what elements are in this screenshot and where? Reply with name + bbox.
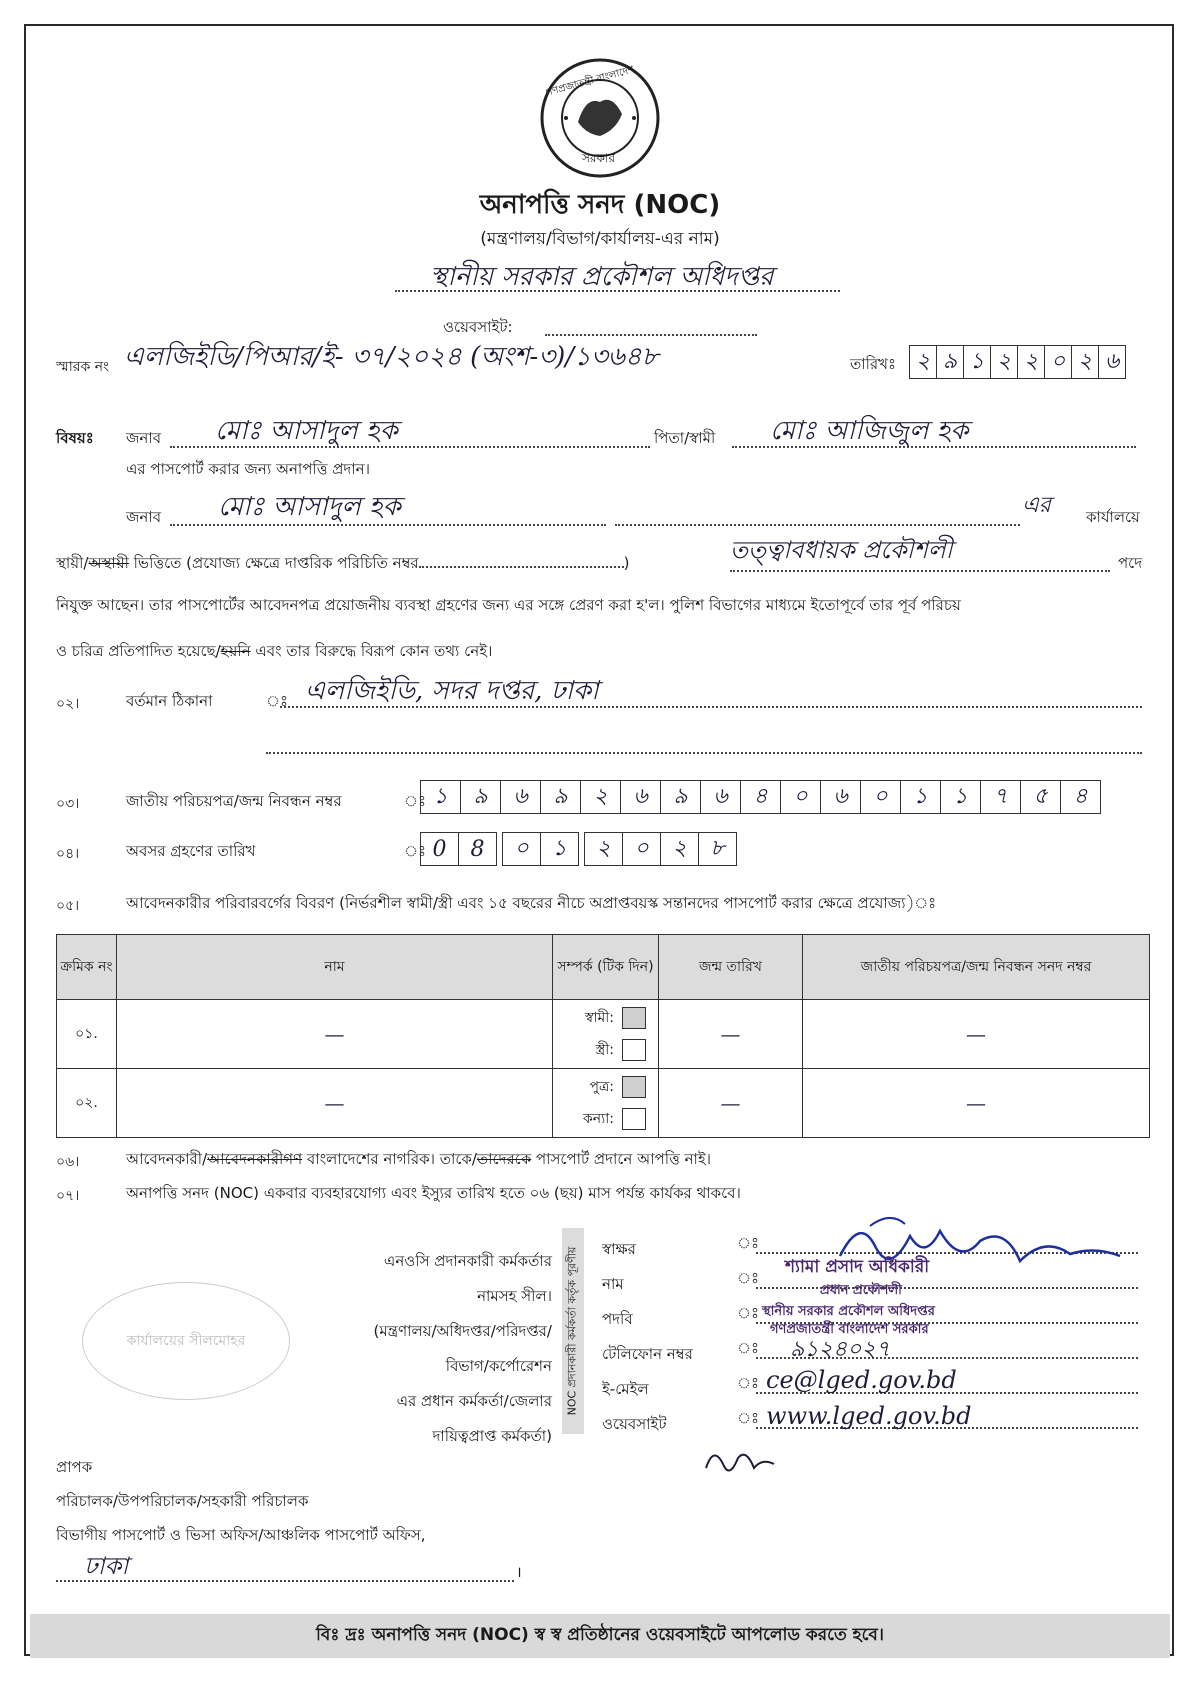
table-row — [57, 1069, 1150, 1138]
checkbox-husband[interactable] — [622, 1007, 646, 1029]
office-seal-placeholder: কার্যালয়ের সীলমোহর — [82, 1282, 290, 1400]
page-title: অনাপত্তি সনদ (NOC) — [479, 190, 721, 220]
retirement-digit-box: ৮ — [698, 832, 737, 866]
applicant-name: মোঃ আসাদুল হক — [215, 416, 398, 446]
recipient-line-2: পরিচালক/উপপরিচালক/সহকারী পরিচালক — [56, 1492, 309, 1510]
subject-label: বিষয়ঃ — [56, 429, 94, 447]
retirement-digit-box: ১ — [540, 832, 579, 866]
retirement-digit-box: 0 — [420, 832, 459, 866]
item-03-colon: ঃ — [404, 792, 427, 810]
phone-value: ৯১২৪০২৭ — [790, 1337, 891, 1362]
date-digit-box-3: ১ — [963, 345, 991, 379]
stamp-title: প্রধান প্রকৌশলী — [820, 1283, 902, 1298]
row-relation: স্বামী: স্ত্রী: — [553, 1000, 659, 1069]
nid-digit-box-7: ৯ — [660, 780, 701, 814]
para-line4: ও চরিত্র প্রতিপাদিত হয়েছে/হয়নি এবং তার বিরুদ্ধে বিরূপ কোন তথ্য নেই। — [56, 642, 493, 660]
nid-digit-box-6: ৬ — [620, 780, 661, 814]
recipient-line-3: বিভাগীয় পাসপোর্ট ও ভিসা অফিস/আঞ্চলিক পাসপোর্ট অফিস, — [56, 1526, 426, 1544]
seal-arc-bottom: সরকার — [582, 151, 616, 165]
officer-field-colon: ঃ — [737, 1339, 760, 1357]
recipient-label: প্রাপক — [56, 1458, 93, 1476]
date-digit-box-6: ০ — [1044, 345, 1072, 379]
date-label: তারিখঃ — [850, 355, 896, 373]
family-table — [56, 934, 1150, 1138]
row-serial: ০১. — [57, 1000, 117, 1069]
table-row — [57, 1000, 1150, 1069]
para-pode: পদে — [1118, 554, 1143, 572]
item-06-number: ০৬। — [56, 1154, 80, 1170]
stamp-org-1: স্থানীয় সরকার প্রকৌশল অধিদপ্তর — [762, 1304, 935, 1319]
footer-note: বিঃ দ্রঃ অনাপত্তি সনদ (NOC) স্ব স্ব প্রতিষ্ঠানের ওয়েবসাইটে আপলোড করতে হবে। — [30, 1614, 1170, 1658]
subject-janab-label: জনাব — [126, 429, 162, 447]
col-dob: জন্ম তারিখ — [659, 935, 803, 1000]
field-phone-label: টেলিফোন নম্বর — [602, 1345, 693, 1363]
item-06-text: আবেদনকারী/আবেদনকারীগণ বাংলাদেশের নাগরিক। তাকে/তাদেরকে পাসপোর্ট প্রদানে আপত্তি নাই। — [126, 1150, 712, 1168]
retirement-digit-box: ০ — [502, 832, 541, 866]
nid-digit-box-15: ৭ — [980, 780, 1021, 814]
seal-arc-top: গণপ্রজাতন্ত্রী বাংলাদেশ — [544, 64, 636, 99]
date-digit-box-1: ২ — [909, 345, 937, 379]
field-name-label: নাম — [602, 1275, 624, 1293]
para-line2: স্থায়ী/অস্থায়ী ভিত্তিতে (প্রযোজ্য ক্ষেত্রে দাপ্তরিক পরিচিতি নম্বর ) — [56, 554, 630, 572]
officer-field-colon: ঃ — [737, 1409, 760, 1427]
col-name: নাম — [117, 935, 553, 1000]
nid-digit-box-8: ৬ — [700, 780, 741, 814]
row-relation: পুত্র: কন্যা: — [553, 1069, 659, 1138]
nid-digit-box-17: ৪ — [1060, 780, 1101, 814]
item-07-number: ০৭। — [56, 1188, 80, 1204]
item-02-number: ০২। — [56, 696, 80, 712]
row-nid: — — [803, 1000, 1150, 1069]
noc-vertical-strip: NOC প্রদানকারী কর্মকর্তা কর্তৃক পূরণীয় — [562, 1228, 584, 1434]
item-07-text: অনাপত্তি সনদ (NOC) একবার ব্যবহারযোগ্য এবং ইস্যুর তারিখ হতে ০৬ (ছয়) মাস পর্যন্ত কার্যকর থাকবে। — [126, 1184, 741, 1202]
field-email-label: ই-মেইল — [602, 1380, 649, 1398]
item-04-label: অবসর গ্রহণের তারিখ — [126, 842, 256, 860]
para-ar: এর — [1022, 493, 1051, 518]
date-digit-box-8: ৬ — [1098, 345, 1126, 379]
item-05-label: আবেদনকারীর পরিবারবর্গের বিবরণ (নির্ভরশীল স্বামী/স্ত্রী এবং ১৫ বছরের নীচে অপ্রাপ্তবয়স্ক সন্তানদের পাসপোর্ট করার ক্ষেত্রে প্রযোজ্য)ঃ — [126, 894, 937, 912]
nid-digit-box-16: ৫ — [1020, 780, 1061, 814]
website-value: www.lged.gov.bd — [766, 1402, 972, 1430]
office-name: স্থানীয় সরকার প্রকৌশল অধিদপ্তর — [430, 262, 774, 292]
nid-digit-box-5: ২ — [580, 780, 621, 814]
col-nid: জাতীয় পরিচয়পত্র/জন্ম নিবন্ধন সনদ নম্বর — [803, 935, 1150, 1000]
para-line3: নিযুক্ত আছেন। তার পাসপোর্টের আবেদনপত্র প্রয়োজনীয় ব্যবস্থা গ্রহণের জন্য এর সঙ্গে প্রেরণ করা হ'ল। পুলিশ বিভাগের মাধ্যমে ইতোপূর্বে তার পূর্ব পরিচয় — [56, 596, 961, 614]
address-line-2 — [266, 752, 1142, 754]
col-relation: সম্পর্ক (টিক দিন) — [553, 935, 659, 1000]
officer-field-colon: ঃ — [737, 1374, 760, 1392]
nid-digit-box-1: ১ — [420, 780, 461, 814]
officer-field-line — [756, 1287, 1138, 1289]
initials-icon — [700, 1438, 780, 1482]
field-designation-label: পদবি — [602, 1310, 633, 1328]
retirement-digit-box: 8 — [458, 832, 497, 866]
checkbox-wife[interactable] — [622, 1039, 646, 1061]
father-label: পিতা/স্বামী — [654, 429, 716, 447]
item-04-number: ০৪। — [56, 846, 80, 862]
date-digit-box-2: ৯ — [936, 345, 964, 379]
nid-digit-box-11: ৬ — [820, 780, 861, 814]
father-name: মোঃ আজিজুল হক — [770, 416, 969, 446]
page-subtitle: (মন্ত্রণালয়/বিভাগ/কার্যালয়-এর নাম) — [480, 229, 720, 249]
retirement-digit-box: ২ — [660, 832, 699, 866]
field-website-label: ওয়েবসাইট — [602, 1415, 667, 1433]
retirement-digit-box: ০ — [622, 832, 661, 866]
officer-field-colon: ঃ — [737, 1234, 760, 1252]
nid-digit-box-12: ০ — [860, 780, 901, 814]
nid-digit-box-10: ০ — [780, 780, 821, 814]
col-serial: ক্রমিক নং — [57, 935, 117, 1000]
nid-digit-box-14: ১ — [940, 780, 981, 814]
memo-label: স্মারক নং — [56, 359, 110, 375]
checkbox-daughter[interactable] — [622, 1108, 646, 1130]
date-digit-box-4: ২ — [990, 345, 1018, 379]
item-05-number: ০৫। — [56, 898, 80, 914]
recipient-city: ঢাকা — [84, 1552, 129, 1580]
row-name: — — [117, 1069, 553, 1138]
nid-digit-box-2: ৯ — [460, 780, 501, 814]
officer-field-colon: ঃ — [737, 1304, 760, 1322]
item-02-colon: ঃ — [266, 692, 289, 710]
para-office-tail: কার্যালয়ে — [1086, 508, 1140, 526]
item-02-label: বর্তমান ঠিকানা — [126, 692, 213, 710]
stamp-name: শ্যামা প্রসাদ অধিকারী — [785, 1257, 930, 1277]
stamp-org-2: গণপ্রজাতন্ত্রী বাংলাদেশ সরকার — [770, 1322, 929, 1337]
item-03-label: জাতীয় পরিচয়পত্র/জন্ম নিবন্ধন নম্বর — [126, 792, 342, 810]
row-dob: — — [659, 1069, 803, 1138]
retirement-digit-box: ২ — [584, 832, 623, 866]
nid-digit-box-3: ৬ — [500, 780, 541, 814]
field-signature-label: স্বাক্ষর — [602, 1240, 636, 1258]
row-dob: — — [659, 1000, 803, 1069]
nid-digit-box-9: ৪ — [740, 780, 781, 814]
date-digit-box-5: ২ — [1017, 345, 1045, 379]
website-label: ওয়েবসাইট: — [443, 318, 513, 336]
para-name: মোঃ আসাদুল হক — [218, 492, 401, 522]
nid-digit-box-13: ১ — [900, 780, 941, 814]
para-office-line — [615, 524, 1020, 526]
officer-left-block: এনওসি প্রদানকারী কর্মকর্তার নামসহ সীল। (মন্ত্রণালয়/অধিদপ্তর/পরিদপ্তর/ বিভাগ/কর্পোরেশন এর প্রধান কর্মকর্তা/জেলার দায়িত্বপ্রাপ্ত কর্মকর্তা) — [373, 1252, 552, 1445]
item-03-number: ০৩। — [56, 796, 80, 812]
family-table-header — [57, 935, 1150, 1000]
present-address: এলজিইডি, সদর দপ্তর, ঢাকা — [305, 676, 599, 706]
nid-digit-box-4: ৯ — [540, 780, 581, 814]
para-janab-label: জনাব — [126, 508, 162, 526]
checkbox-son[interactable] — [622, 1076, 646, 1098]
row-nid: — — [803, 1069, 1150, 1138]
item-04-colon: ঃ — [404, 842, 427, 860]
row-serial: ০২. — [57, 1069, 117, 1138]
subject-line2: এর পাসপোর্ট করার জন্য অনাপত্তি প্রদান। — [126, 460, 370, 478]
officer-field-labels — [602, 1232, 693, 1442]
row-name: — — [117, 1000, 553, 1069]
recipient-end: । — [516, 1563, 522, 1581]
memo-number: এলজিইডি/পিআর/ই- ৩৭/২০২৪ (অংশ-৩)/১৩৬৪৮ — [124, 342, 659, 372]
date-digit-box-7: ২ — [1071, 345, 1099, 379]
designation: তত্ত্বাবধায়ক প্রকৌশলী — [730, 536, 953, 564]
officer-field-colon: ঃ — [737, 1269, 760, 1287]
email-value: ce@lged.gov.bd — [766, 1366, 957, 1394]
